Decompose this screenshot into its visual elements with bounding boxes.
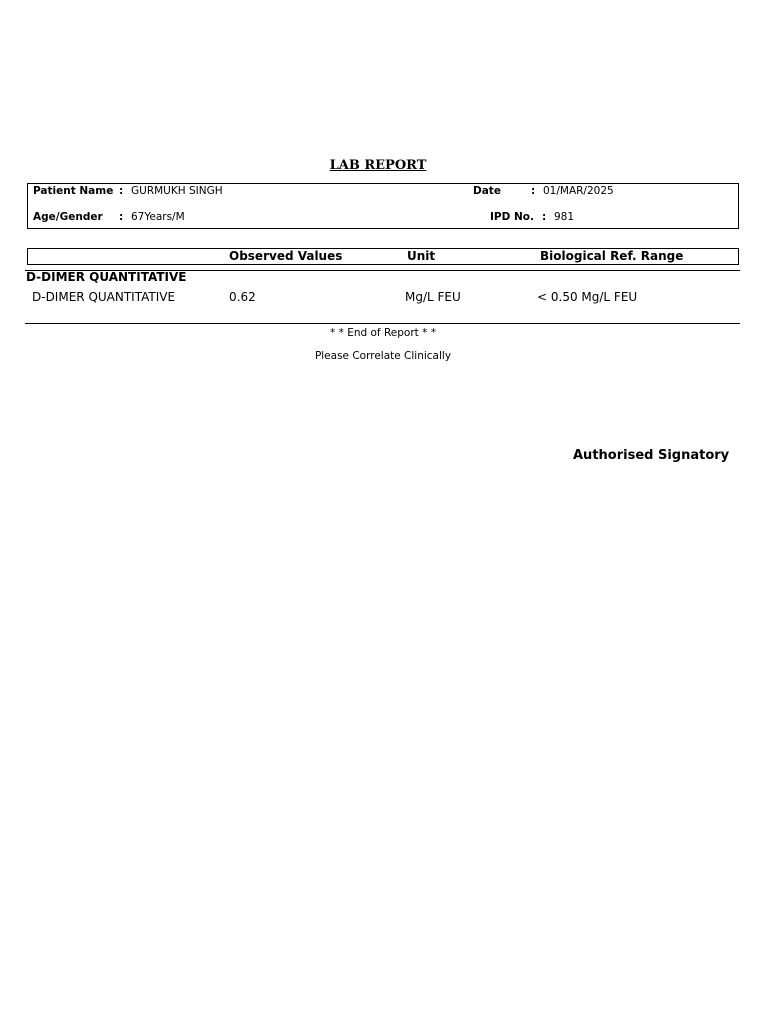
age-gender-value: 67Years/M (131, 211, 185, 223)
patient-info-box (27, 183, 739, 229)
patient-name-value: GURMUKH SINGH (131, 185, 223, 197)
age-gender-colon: : (119, 211, 124, 223)
observed-value-cell: 0.62 (229, 290, 256, 304)
ref-range-cell: < 0.50 Mg/L FEU (537, 290, 638, 304)
unit-cell: Mg/L FEU (405, 290, 461, 304)
date-label: Date (473, 185, 501, 197)
report-title: LAB REPORT (329, 158, 427, 173)
age-gender-label: Age/Gender (33, 211, 103, 223)
ipd-value: 981 (554, 211, 575, 223)
ipd-colon: : (542, 211, 547, 223)
patient-name-field (33, 185, 223, 197)
ipd-label: IPD No. (490, 211, 534, 223)
date-value: 01/MAR/2025 (543, 185, 614, 197)
results-header-row (27, 248, 739, 265)
results-divider (25, 323, 740, 324)
header-ref-range: Biological Ref. Range (540, 249, 684, 263)
patient-name-colon: : (119, 185, 124, 197)
header-unit: Unit (407, 249, 436, 263)
end-of-report-text: * * End of Report * * (330, 327, 436, 339)
header-observed-values: Observed Values (229, 249, 343, 263)
date-field (473, 185, 614, 197)
section-title: D-DIMER QUANTITATIVE (26, 270, 187, 284)
age-gender-field (33, 211, 185, 223)
authorised-signatory: Authorised Signatory (573, 448, 730, 463)
ipd-field (490, 211, 575, 223)
patient-name-label: Patient Name (33, 185, 114, 197)
date-colon: : (531, 185, 536, 197)
test-name-cell: D-DIMER QUANTITATIVE (32, 290, 176, 304)
correlate-clinically-text: Please Correlate Clinically (314, 350, 452, 362)
